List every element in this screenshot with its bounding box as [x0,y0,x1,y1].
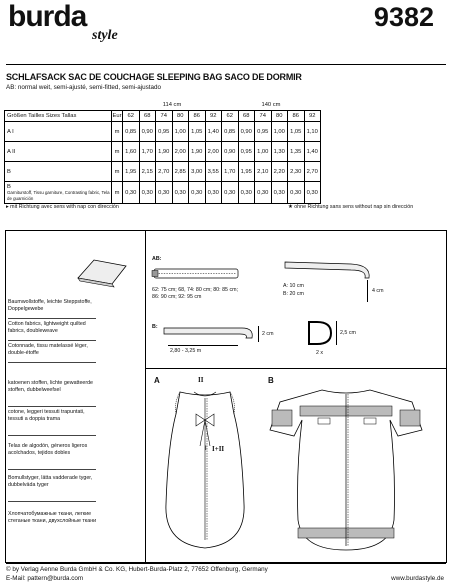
value-cell: 1,70 [139,142,156,162]
value-cell: 0,30 [205,182,222,204]
value-cell: 0,90 [222,142,239,162]
footer-rule [6,563,446,564]
value-cell: 0,95 [255,122,272,142]
size-cell: 86 [189,111,206,122]
strip-length-marker [168,345,238,346]
value-cell: 0,30 [222,182,239,204]
value-cell: 1,90 [156,142,173,162]
fabric-ru: Хлопчатобумажные ткани, легкие стеганые ткани, двухслойные ткани [8,511,97,524]
d-ring-icon [303,318,339,348]
value-cell: 2,30 [288,162,305,182]
view-a-ii-label: II [198,376,204,384]
ring-size: 2,5 cm [340,330,356,336]
value-cell: 1,05 [288,122,305,142]
value-cell: 1,05 [189,122,206,142]
fabric-de: Baumwollstoffe, leichte Steppstoffe, Doppelgewebe [8,299,92,312]
sleeping-bag-b-illustration [262,380,442,556]
fabric-it: cotone, leggeri tessuti trapuntati, tessuti a doppia trama [8,409,85,422]
view-a-label: A [154,376,160,385]
value-cell: 0,90 [238,122,255,142]
fabric-es: Telas de algodón, géneros ligeros acolchados, tejidos dobles [8,443,88,456]
value-cell: 1,95 [238,162,255,182]
contrast-strip-icon [160,324,260,342]
value-cell: 0,30 [172,182,189,204]
tape-width: 4 cm [372,288,384,294]
fabric-separator [8,340,96,341]
brand-logo: burda [8,0,87,33]
value-cell: 1,90 [189,142,206,162]
fabric-swatch-icon [74,256,132,290]
view-a-both-label: I+II [212,445,225,453]
row-label: A I [5,122,112,142]
value-cell: 2,20 [271,162,288,182]
size-cell: 68 [139,111,156,122]
row-label-contrast [5,182,112,204]
legend-without-nap-text: ohne Richtung sans sens without nap sin dirección [294,204,414,210]
strip-length: 2,80 - 3,25 m [170,348,202,354]
value-cell: 1,10 [304,122,321,142]
legend-with-nap-text: mit Richtung avec sens with nap con dirección [10,204,119,210]
size-cell: 92 [304,111,321,122]
legend-with-nap [6,204,119,210]
row-label: A II [5,142,112,162]
row-sublabel: Garniturstoff, Tissu garniture, Contrasting fabric, Tela de guarnición [7,189,110,201]
fabric-width-140: 140 cm [222,100,321,111]
value-cell: 0,30 [271,182,288,204]
value-cell: 1,35 [288,142,305,162]
size-cell: 92 [205,111,222,122]
header-rule [6,64,446,65]
fabric-fr: Cotonnade, tissu matelassé léger, double-étoffe [8,343,88,356]
value-cell: 2,15 [139,162,156,182]
ring-size-marker [336,321,337,345]
size-cell: 62 [123,111,140,122]
value-cell: 0,85 [123,122,140,142]
value-cell: 0,30 [189,182,206,204]
subtitle-ab: AB: normal weit, semi-ajusté, semi-fitted, semi-ajustado [6,84,162,91]
size-cell: 80 [271,111,288,122]
size-cell: 62 [222,111,239,122]
value-cell: 3,55 [205,162,222,182]
value-cell: 2,00 [172,142,189,162]
value-cell: 1,00 [172,122,189,142]
zipper-label: AB: [152,256,162,262]
unit-cell: m [112,162,123,182]
frame-divider [145,230,146,563]
fabric-separator [8,318,96,319]
fabric-separator [8,362,96,363]
size-cell: 74 [156,111,173,122]
value-cell: 1,70 [222,162,239,182]
size-cell: 80 [172,111,189,122]
size-cell: 74 [255,111,272,122]
value-cell: 2,00 [205,142,222,162]
nap-arrow-icon: ▸ [6,204,9,210]
fabric-width-114: 114 cm [123,100,222,111]
unit-cell: m [112,142,123,162]
strip-width-marker [258,326,259,342]
value-cell: 0,30 [288,182,305,204]
page-title: SCHLAFSACK SAC DE COUCHAGE SLEEPING BAG SACO DE DORMIR [6,72,302,82]
value-cell: 0,95 [238,142,255,162]
eur-label: Eur [112,111,123,122]
value-cell: 0,95 [156,122,173,142]
view-a-i-label: I [205,446,207,452]
fabric-en: Cotton fabrics, lightweight quilted fabrics, doubleweave [8,321,86,334]
value-cell: 1,95 [123,162,140,182]
tape-width-marker [367,280,368,302]
copyright: © by Verlag Aenne Burda GmbH & Co. KG, Hubert-Burda-Platz 2, 77652 Offenburg, Germany [6,566,268,573]
value-cell: 1,00 [255,142,272,162]
value-cell: 2,10 [255,162,272,182]
yardage-table [4,100,321,204]
contact-email[interactable]: E-Mail: pattern@burda.com [6,575,84,582]
zipper-sizes-2: 86: 90 cm; 92: 95 cm [152,294,202,300]
size-header-label: Größen Tailles Sizes Tallas [5,111,112,122]
value-cell: 0,30 [123,182,140,204]
strip-label: B: [152,324,158,330]
value-cell: 0,90 [139,122,156,142]
value-cell: 1,00 [271,122,288,142]
value-cell: 0,85 [222,122,239,142]
zipper-icon [150,266,242,282]
brand-logo-style: style [92,28,118,43]
view-b-label: B [268,376,274,385]
value-cell: 3,00 [189,162,206,182]
size-cell: 68 [238,111,255,122]
value-cell: 0,30 [238,182,255,204]
value-cell: 1,30 [271,142,288,162]
ribbon-tape-icon [281,256,375,286]
zipper-sizes-1: 62: 75 cm; 68, 74: 80 cm; 80: 85 cm; [152,287,238,293]
row-label: B [7,183,11,190]
ring-qty: 2 x [316,350,324,356]
value-cell: 1,40 [205,122,222,142]
fabric-separator [8,469,96,470]
fabric-separator [8,435,96,436]
unit-cell: m [112,122,123,142]
value-cell: 2,70 [304,162,321,182]
website-link[interactable]: www.burdastyle.de [391,575,444,582]
fabric-nl: katoenen stoffen, lichte gewatteerde stoffen, dubbelweefsel [8,380,94,393]
value-cell: 1,60 [123,142,140,162]
size-cell: 86 [288,111,305,122]
fabric-separator [8,406,96,407]
value-cell: 0,30 [156,182,173,204]
value-cell: 0,30 [255,182,272,204]
legend-without-nap [288,204,413,210]
value-cell: 1,40 [304,142,321,162]
star-icon: ★ [288,204,293,210]
value-cell: 2,70 [156,162,173,182]
row-label: B [5,162,112,182]
strip-width: 2 cm [262,331,274,337]
fabric-separator [8,501,96,502]
pattern-number: 9382 [373,2,434,32]
tape-b: B: 20 cm [283,291,304,297]
fabric-sv: Bomullstyger, lätta vadderade tyger, dubbelväda tyger [8,475,93,488]
value-cell: 0,30 [139,182,156,204]
value-cell: 2,85 [172,162,189,182]
sleeping-bag-a-illustration [150,384,260,554]
frame-divider-horizontal [145,368,447,369]
tape-a: A: 10 cm [283,283,304,289]
unit-cell: m [112,182,123,204]
value-cell: 0,30 [304,182,321,204]
